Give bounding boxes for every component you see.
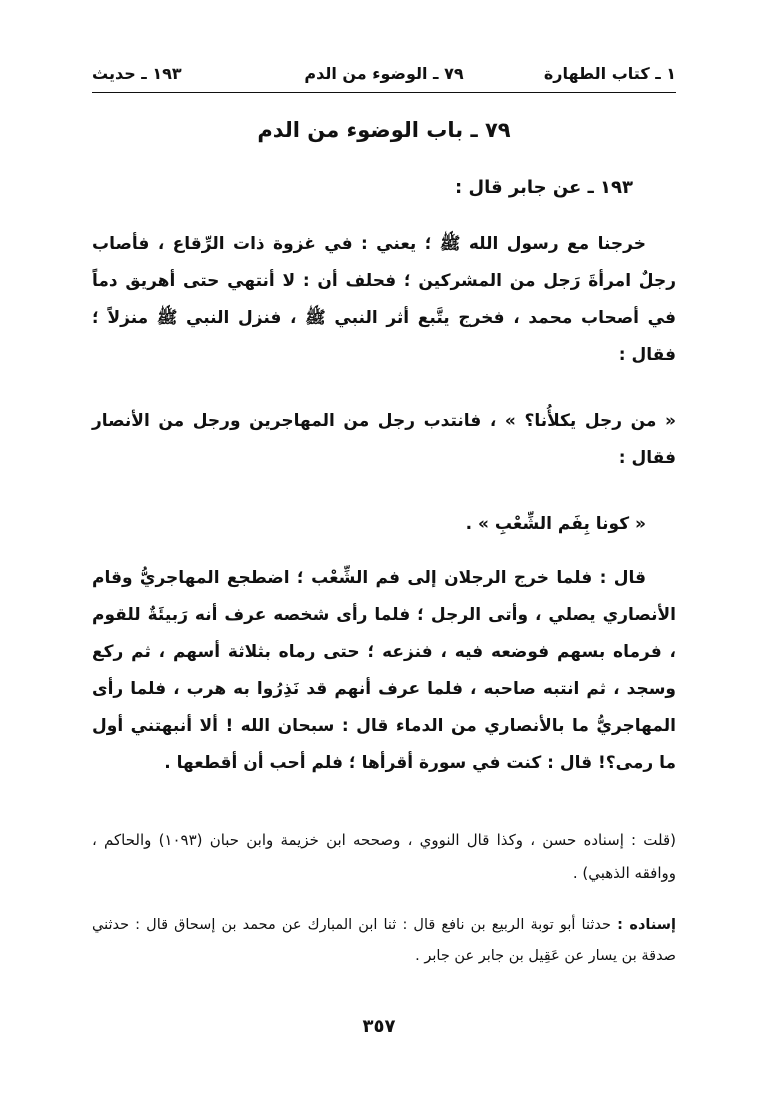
header-chapter: ٧٩ ـ الوضوء من الدم [304,64,464,83]
hadith-intro: ١٩٣ ـ عن جابر قال : [455,177,633,198]
narration-paragraph: خرجنا مع رسول الله ﷺ ؛ يعني : في غزوة ذات الرِّقاع ، فأصاب رجلٌ امرأةَ رَجل من المشركين ؛ فحلف أن : لا أنتهي حتى أهريق دماً في أصحاب محمد ، فخرج يتَّبع أثر النبي ﷺ ، فنزل النبي ﷺ منزلاً ؛ فقال : [92,234,676,365]
isnad-text: حدثنا أبو توبة الربيع بن نافع قال : ثنا ابن المبارك عن محمد بن إسحاق قال : حدثني صدقة بن يسار عن عَقِيل بن جابر عن جابر . [92,917,676,964]
running-header [92,60,676,88]
header-hadith-number: ١٩٣ ـ حديث [92,64,182,83]
answer-paragraph: « كونا بِفَم الشِّعْبِ » . [465,514,646,534]
chapter-title: ٧٩ ـ باب الوضوء من الدم [257,118,511,142]
page-number: ٣٥٧ [362,1016,396,1037]
story-paragraph: قال : فلما خرج الرجلان إلى فم الشِّعْب ؛ اضطجع المهاجريُّ وقام الأنصاري يصلي ، وأتى الرجل ؛ فلما رأى شخصه عرف أنه رَبيئَةٌ للقوم ، فرماه بسهم فوضعه فيه ، فنزعه ؛ حتى رماه بثلاثة أسهم ، ثم ركع وسجد ، ثم انتبه صاحبه ، فلما عرف أنهم قد نَذِرُوا به هرب ، فلما رأى المهاجريُّ ما بالأنصاري من الدماء قال : سبحان الله ! ألا أنبهتني أول ما رمى؟! قال : كنت في سورة أقرأها ؛ فلم أحب أن أقطعها . [92,568,676,773]
isnad-label: إسناده : [617,917,676,933]
isnad-paragraph [92,910,676,972]
grading-note: (قلت : إسناده حسن ، وكذا قال النووي ، وصححه ابن خزيمة وابن حبان (١٠٩٣) والحاكم ، ووافقه الذهبي) . [92,831,676,882]
header-book-section: ١ ـ كتاب الطهارة [543,64,676,83]
header-divider [92,92,676,93]
question-paragraph: « من رجل يكلأُنا؟ » ، فانتدب رجل من المهاجرين ورجل من الأنصار فقال : [92,411,676,468]
